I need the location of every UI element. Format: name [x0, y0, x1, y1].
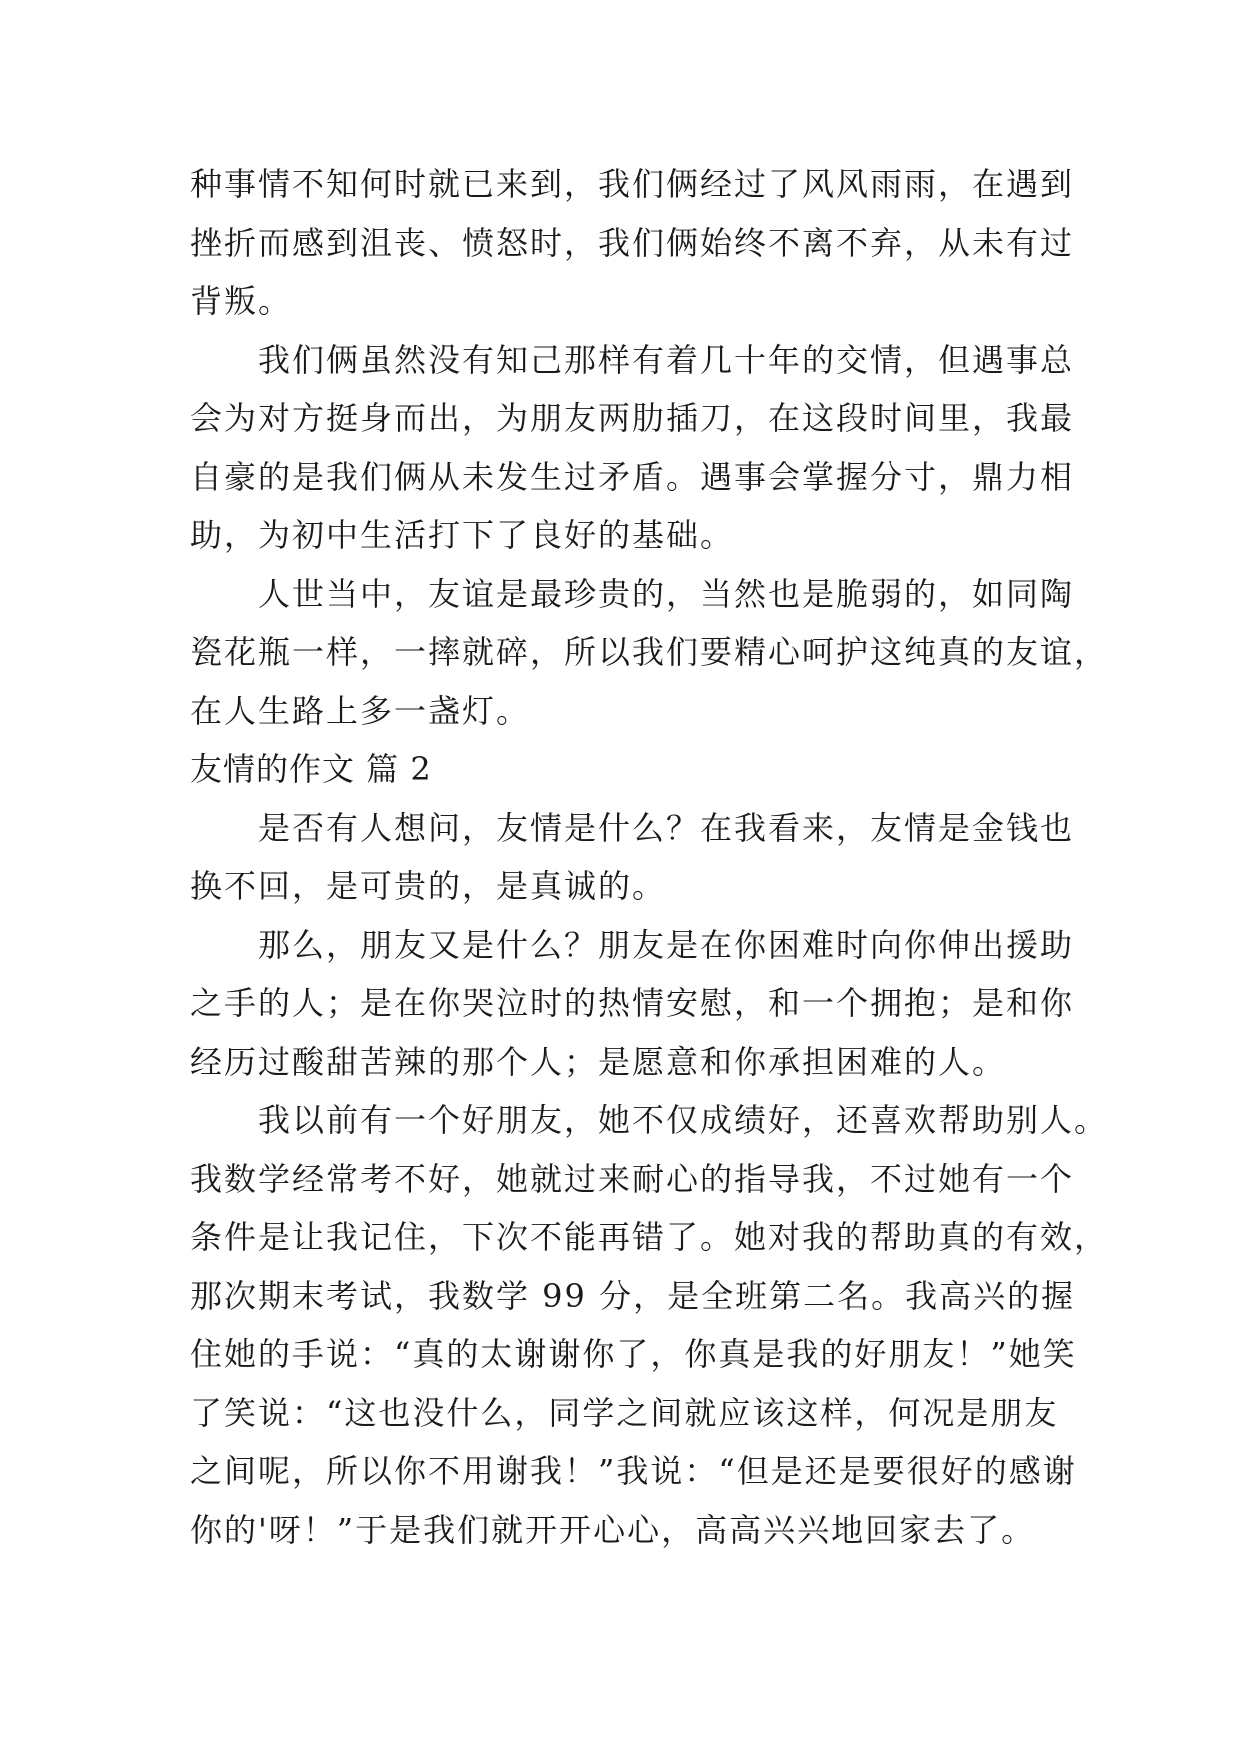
text-line: 会为对方挺身而出，为朋友两肋插刀，在这段时间里，我最: [190, 399, 1075, 437]
paragraph-first-line: 那么，朋友又是什么？朋友是在你困难时向你伸出援助: [258, 925, 1075, 964]
text-line: 了笑说：“这也没什么，同学之间就应该这样，何况是朋友: [190, 1393, 1059, 1432]
section-heading: 友情的作文 篇 2: [190, 750, 432, 788]
text-line: 换不回，是可贵的，是真诚的。: [190, 867, 667, 905]
text-line: 条件是让我记住，下次不能再错了。她对我的帮助真的有效，: [190, 1218, 1109, 1256]
text-line: 种事情不知何时就已来到，我们俩经过了风风雨雨，在遇到: [190, 165, 1075, 203]
text-line: 在人生路上多一盏灯。: [190, 691, 531, 730]
text-line: 你的'呀！”于是我们就开开心心，高高兴兴地回家去了。: [190, 1510, 1036, 1549]
document-body: [190, 155, 1109, 1559]
text-line: 挫折而感到沮丧、愤怒时，我们俩始终不离不弃，从未有过: [190, 223, 1075, 262]
text-line: 那次期末考试，我数学 99 分，是全班第二名。我高兴的握: [190, 1276, 1076, 1315]
paragraph-first-line: 是否有人想问，友情是什么？在我看来，友情是金钱也: [258, 808, 1075, 847]
text-line: 我数学经常考不好，她就过来耐心的指导我，不过她有一个: [190, 1159, 1075, 1198]
text-line: 瓷花瓶一样，一摔就碎，所以我们要精心呵护这纯真的友谊，: [190, 633, 1109, 671]
text-line: 经历过酸甜苦辣的那个人；是愿意和你承担困难的人。: [190, 1042, 1007, 1081]
text-line: 住她的手说：“真的太谢谢你了，你真是我的好朋友！”她笑: [190, 1335, 1077, 1373]
text-line: 之间呢，所以你不用谢我！”我说：“但是还是要很好的感谢: [190, 1452, 1077, 1490]
text-line: 背叛。: [190, 282, 293, 320]
text-line: 自豪的是我们俩从未发生过矛盾。遇事会掌握分寸，鼎力相: [190, 457, 1075, 496]
text-line: 之手的人；是在你哭泣时的热情安慰，和一个拥抱；是和你: [190, 984, 1075, 1022]
paragraph-first-line: 我们俩虽然没有知己那样有着几十年的交情，但遇事总: [258, 340, 1075, 379]
paragraph-first-line: 我以前有一个好朋友，她不仅成绩好，还喜欢帮助别人。: [258, 1101, 1109, 1139]
text-line: 助，为初中生活打下了良好的基础。: [190, 516, 735, 554]
paragraph-first-line: 人世当中，友谊是最珍贵的，当然也是脆弱的，如同陶: [258, 574, 1075, 613]
